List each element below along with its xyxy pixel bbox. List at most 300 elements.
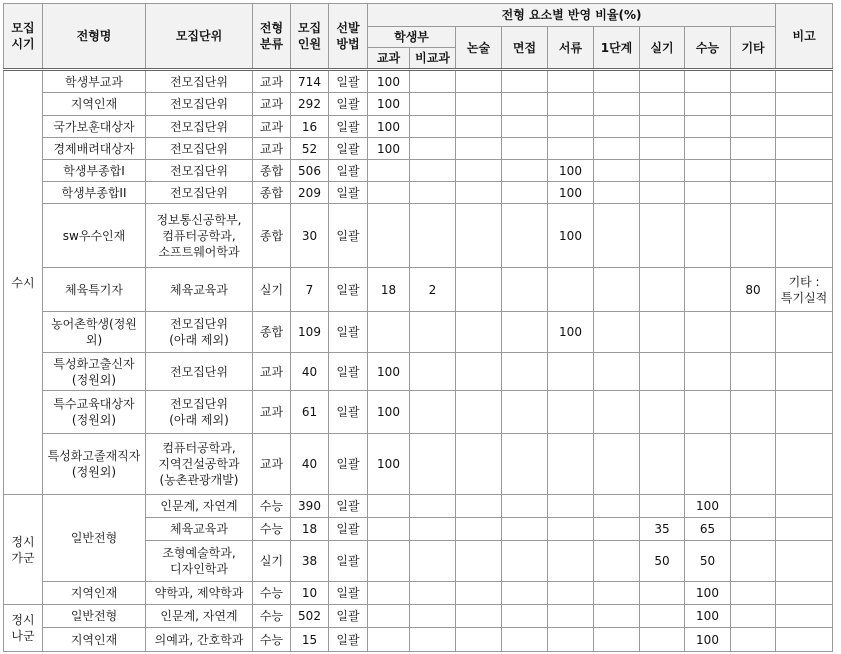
bikyogwa-cell xyxy=(410,605,456,628)
method-cell: 일괄 xyxy=(329,605,368,628)
table-row xyxy=(4,353,833,391)
nonsul-cell xyxy=(456,70,502,93)
gita-cell: 80 xyxy=(731,268,776,312)
kyogwa-cell xyxy=(368,582,410,605)
type-name-cell: 일반전형 xyxy=(43,495,146,582)
silgi-cell xyxy=(640,70,685,93)
unit-cell: 약학과, 제약학과 xyxy=(146,582,253,605)
table-body xyxy=(4,70,833,652)
myeonjeop-cell xyxy=(502,628,548,652)
silgi-cell xyxy=(640,204,685,268)
note-cell xyxy=(776,628,833,652)
note-cell xyxy=(776,391,833,434)
bikyogwa-cell xyxy=(410,312,456,353)
unit-cell: 인문계, 자연계 xyxy=(146,605,253,628)
silgi-cell xyxy=(640,312,685,353)
nonsul-cell xyxy=(456,93,502,116)
nonsul-cell xyxy=(456,541,502,582)
seoryu-cell xyxy=(548,268,594,312)
method-cell: 일괄 xyxy=(329,182,368,204)
category-cell: 수능 xyxy=(253,582,291,605)
gita-cell xyxy=(731,518,776,541)
header-method: 선발 방법 xyxy=(329,4,368,70)
suneung-cell xyxy=(685,160,731,182)
bikyogwa-cell xyxy=(410,391,456,434)
category-cell: 수능 xyxy=(253,518,291,541)
silgi-cell xyxy=(640,434,685,495)
type-name-cell: 지역인재 xyxy=(43,93,146,116)
gita-cell xyxy=(731,353,776,391)
gita-cell xyxy=(731,541,776,582)
method-cell: 일괄 xyxy=(329,116,368,138)
suneung-cell xyxy=(685,268,731,312)
stage1-cell xyxy=(594,204,640,268)
suneung-cell xyxy=(685,312,731,353)
unit-cell: 조형예술학과, 디자인학과 xyxy=(146,541,253,582)
quota-cell: 61 xyxy=(291,391,329,434)
note-cell xyxy=(776,495,833,518)
gita-cell xyxy=(731,628,776,652)
note-cell xyxy=(776,160,833,182)
kyogwa-cell xyxy=(368,541,410,582)
note-cell xyxy=(776,182,833,204)
myeonjeop-cell xyxy=(502,391,548,434)
myeonjeop-cell xyxy=(502,70,548,93)
suneung-cell: 100 xyxy=(685,628,731,652)
category-cell: 실기 xyxy=(253,541,291,582)
header-seoryu: 서류 xyxy=(548,27,594,70)
silgi-cell xyxy=(640,160,685,182)
type-name-cell: 경제배려대상자 xyxy=(43,138,146,160)
silgi-cell: 35 xyxy=(640,518,685,541)
note-cell xyxy=(776,605,833,628)
category-cell: 종합 xyxy=(253,312,291,353)
quota-cell: 714 xyxy=(291,70,329,93)
header-kyogwa: 교과 xyxy=(368,48,410,70)
bikyogwa-cell xyxy=(410,628,456,652)
suneung-cell xyxy=(685,353,731,391)
myeonjeop-cell xyxy=(502,605,548,628)
table-row xyxy=(4,93,833,116)
bikyogwa-cell xyxy=(410,160,456,182)
header-hakseng: 학생부 xyxy=(368,27,456,48)
header-note: 비고 xyxy=(776,4,833,70)
table-row xyxy=(4,628,833,652)
seoryu-cell xyxy=(548,605,594,628)
type-name-cell: 특성화고졸재직자 (정원외) xyxy=(43,434,146,495)
silgi-cell xyxy=(640,582,685,605)
myeonjeop-cell xyxy=(502,182,548,204)
category-cell: 교과 xyxy=(253,434,291,495)
note-cell xyxy=(776,434,833,495)
seoryu-cell xyxy=(548,541,594,582)
bikyogwa-cell xyxy=(410,495,456,518)
quota-cell: 292 xyxy=(291,93,329,116)
nonsul-cell xyxy=(456,628,502,652)
seoryu-cell xyxy=(548,495,594,518)
header-silgi: 실기 xyxy=(640,27,685,70)
type-name-cell: 학생부종합II xyxy=(43,182,146,204)
silgi-cell xyxy=(640,138,685,160)
quota-cell: 390 xyxy=(291,495,329,518)
quota-cell: 40 xyxy=(291,353,329,391)
method-cell: 일괄 xyxy=(329,138,368,160)
table-row xyxy=(4,70,833,93)
note-cell xyxy=(776,93,833,116)
quota-cell: 30 xyxy=(291,204,329,268)
type-name-cell: 특성화고출신자 (정원외) xyxy=(43,353,146,391)
stage1-cell xyxy=(594,116,640,138)
seoryu-cell xyxy=(548,518,594,541)
bikyogwa-cell xyxy=(410,434,456,495)
suneung-cell xyxy=(685,204,731,268)
unit-cell: 전모집단위 xyxy=(146,182,253,204)
category-cell: 교과 xyxy=(253,391,291,434)
gita-cell xyxy=(731,138,776,160)
silgi-cell xyxy=(640,116,685,138)
unit-cell: 전모집단위 (아래 제외) xyxy=(146,391,253,434)
stage1-cell xyxy=(594,434,640,495)
type-name-cell: 체육특기자 xyxy=(43,268,146,312)
quota-cell: 502 xyxy=(291,605,329,628)
silgi-cell xyxy=(640,353,685,391)
quota-cell: 7 xyxy=(291,268,329,312)
nonsul-cell xyxy=(456,605,502,628)
quota-cell: 52 xyxy=(291,138,329,160)
bikyogwa-cell xyxy=(410,70,456,93)
type-name-cell: 학생부교과 xyxy=(43,70,146,93)
nonsul-cell xyxy=(456,353,502,391)
nonsul-cell xyxy=(456,204,502,268)
header-myeonjeop: 면접 xyxy=(502,27,548,70)
silgi-cell xyxy=(640,93,685,116)
table-row xyxy=(4,160,833,182)
quota-cell: 109 xyxy=(291,312,329,353)
quota-cell: 10 xyxy=(291,582,329,605)
suneung-cell: 50 xyxy=(685,541,731,582)
header-stage1: 1단계 xyxy=(594,27,640,70)
table-row xyxy=(4,182,833,204)
bikyogwa-cell xyxy=(410,353,456,391)
suneung-cell: 65 xyxy=(685,518,731,541)
bikyogwa-cell xyxy=(410,116,456,138)
category-cell: 종합 xyxy=(253,182,291,204)
gita-cell xyxy=(731,204,776,268)
seoryu-cell: 100 xyxy=(548,160,594,182)
seoryu-cell xyxy=(548,434,594,495)
header-period: 모집 시기 xyxy=(4,4,43,70)
suneung-cell xyxy=(685,116,731,138)
kyogwa-cell: 100 xyxy=(368,116,410,138)
type-name-cell: 지역인재 xyxy=(43,582,146,605)
seoryu-cell xyxy=(548,70,594,93)
method-cell: 일괄 xyxy=(329,160,368,182)
category-cell: 교과 xyxy=(253,70,291,93)
method-cell: 일괄 xyxy=(329,495,368,518)
period-cell: 정시 나군 xyxy=(4,605,43,652)
suneung-cell: 100 xyxy=(685,605,731,628)
silgi-cell xyxy=(640,268,685,312)
stage1-cell xyxy=(594,628,640,652)
myeonjeop-cell xyxy=(502,495,548,518)
myeonjeop-cell xyxy=(502,518,548,541)
stage1-cell xyxy=(594,495,640,518)
category-cell: 교과 xyxy=(253,138,291,160)
myeonjeop-cell xyxy=(502,116,548,138)
seoryu-cell xyxy=(548,628,594,652)
category-cell: 종합 xyxy=(253,204,291,268)
nonsul-cell xyxy=(456,116,502,138)
unit-cell: 전모집단위 xyxy=(146,70,253,93)
stage1-cell xyxy=(594,391,640,434)
kyogwa-cell xyxy=(368,182,410,204)
stage1-cell xyxy=(594,182,640,204)
kyogwa-cell: 100 xyxy=(368,353,410,391)
nonsul-cell xyxy=(456,312,502,353)
gita-cell xyxy=(731,182,776,204)
nonsul-cell xyxy=(456,434,502,495)
bikyogwa-cell xyxy=(410,204,456,268)
nonsul-cell xyxy=(456,268,502,312)
unit-cell: 인문계, 자연계 xyxy=(146,495,253,518)
myeonjeop-cell xyxy=(502,541,548,582)
silgi-cell xyxy=(640,391,685,434)
period-cell: 정시 가군 xyxy=(4,495,43,605)
type-name-cell: 국가보훈대상자 xyxy=(43,116,146,138)
unit-cell: 전모집단위 (아래 제외) xyxy=(146,312,253,353)
stage1-cell xyxy=(594,93,640,116)
type-name-cell: 일반전형 xyxy=(43,605,146,628)
stage1-cell xyxy=(594,70,640,93)
gita-cell xyxy=(731,605,776,628)
method-cell: 일괄 xyxy=(329,518,368,541)
header-nonsul: 논술 xyxy=(456,27,502,70)
bikyogwa-cell xyxy=(410,182,456,204)
header-category: 전형 분류 xyxy=(253,4,291,70)
seoryu-cell xyxy=(548,391,594,434)
gita-cell xyxy=(731,582,776,605)
nonsul-cell xyxy=(456,160,502,182)
unit-cell: 전모집단위 xyxy=(146,93,253,116)
category-cell: 종합 xyxy=(253,160,291,182)
nonsul-cell xyxy=(456,391,502,434)
seoryu-cell xyxy=(548,93,594,116)
quota-cell: 18 xyxy=(291,518,329,541)
kyogwa-cell xyxy=(368,495,410,518)
note-cell xyxy=(776,116,833,138)
myeonjeop-cell xyxy=(502,160,548,182)
bikyogwa-cell xyxy=(410,518,456,541)
kyogwa-cell xyxy=(368,204,410,268)
table-row xyxy=(4,434,833,495)
kyogwa-cell xyxy=(368,312,410,353)
seoryu-cell xyxy=(548,116,594,138)
myeonjeop-cell xyxy=(502,204,548,268)
kyogwa-cell: 18 xyxy=(368,268,410,312)
type-name-cell: 지역인재 xyxy=(43,628,146,652)
header-unit: 모집단위 xyxy=(146,4,253,70)
category-cell: 실기 xyxy=(253,268,291,312)
stage1-cell xyxy=(594,160,640,182)
kyogwa-cell: 100 xyxy=(368,434,410,495)
nonsul-cell xyxy=(456,138,502,160)
stage1-cell xyxy=(594,541,640,582)
kyogwa-cell xyxy=(368,628,410,652)
suneung-cell xyxy=(685,138,731,160)
note-cell xyxy=(776,541,833,582)
quota-cell: 38 xyxy=(291,541,329,582)
gita-cell xyxy=(731,93,776,116)
table-row xyxy=(4,312,833,353)
note-cell xyxy=(776,204,833,268)
type-name-cell: 특수교육대상자 (정원외) xyxy=(43,391,146,434)
table-row xyxy=(4,495,833,518)
header-type-name: 전형명 xyxy=(43,4,146,70)
header-quota: 모집 인원 xyxy=(291,4,329,70)
suneung-cell xyxy=(685,182,731,204)
seoryu-cell: 100 xyxy=(548,182,594,204)
unit-cell: 전모집단위 xyxy=(146,138,253,160)
stage1-cell xyxy=(594,138,640,160)
bikyogwa-cell xyxy=(410,582,456,605)
unit-cell: 컴퓨터공학과, 지역건설공학과 (농촌관광개발) xyxy=(146,434,253,495)
note-cell xyxy=(776,353,833,391)
bikyogwa-cell: 2 xyxy=(410,268,456,312)
gita-cell xyxy=(731,70,776,93)
category-cell: 수능 xyxy=(253,628,291,652)
bikyogwa-cell xyxy=(410,541,456,582)
kyogwa-cell: 100 xyxy=(368,93,410,116)
stage1-cell xyxy=(594,312,640,353)
stage1-cell xyxy=(594,605,640,628)
category-cell: 교과 xyxy=(253,353,291,391)
stage1-cell xyxy=(594,582,640,605)
method-cell: 일괄 xyxy=(329,541,368,582)
note-cell xyxy=(776,518,833,541)
table-header xyxy=(4,4,833,70)
note-cell xyxy=(776,70,833,93)
stage1-cell xyxy=(594,268,640,312)
kyogwa-cell xyxy=(368,605,410,628)
table-row xyxy=(4,391,833,434)
category-cell: 수능 xyxy=(253,495,291,518)
unit-cell: 전모집단위 xyxy=(146,116,253,138)
gita-cell xyxy=(731,160,776,182)
table-row xyxy=(4,138,833,160)
seoryu-cell xyxy=(548,353,594,391)
kyogwa-cell: 100 xyxy=(368,138,410,160)
unit-cell: 체육교육과 xyxy=(146,518,253,541)
method-cell: 일괄 xyxy=(329,582,368,605)
kyogwa-cell: 100 xyxy=(368,391,410,434)
nonsul-cell xyxy=(456,182,502,204)
table-row xyxy=(4,582,833,605)
method-cell: 일괄 xyxy=(329,628,368,652)
note-cell xyxy=(776,138,833,160)
silgi-cell: 50 xyxy=(640,541,685,582)
stage1-cell xyxy=(594,518,640,541)
table-row xyxy=(4,116,833,138)
gita-cell xyxy=(731,391,776,434)
kyogwa-cell: 100 xyxy=(368,70,410,93)
suneung-cell: 100 xyxy=(685,495,731,518)
note-cell xyxy=(776,312,833,353)
method-cell: 일괄 xyxy=(329,353,368,391)
type-name-cell: 농어촌학생(정원외) xyxy=(43,312,146,353)
header-gita: 기타 xyxy=(731,27,776,70)
bikyogwa-cell xyxy=(410,93,456,116)
type-name-cell: sw우수인재 xyxy=(43,204,146,268)
gita-cell xyxy=(731,116,776,138)
category-cell: 교과 xyxy=(253,116,291,138)
unit-cell: 전모집단위 xyxy=(146,353,253,391)
note-cell xyxy=(776,582,833,605)
nonsul-cell xyxy=(456,518,502,541)
nonsul-cell xyxy=(456,582,502,605)
suneung-cell xyxy=(685,93,731,116)
quota-cell: 16 xyxy=(291,116,329,138)
myeonjeop-cell xyxy=(502,582,548,605)
header-suneung: 수능 xyxy=(685,27,731,70)
suneung-cell xyxy=(685,391,731,434)
silgi-cell xyxy=(640,182,685,204)
myeonjeop-cell xyxy=(502,268,548,312)
gita-cell xyxy=(731,495,776,518)
kyogwa-cell xyxy=(368,160,410,182)
myeonjeop-cell xyxy=(502,353,548,391)
unit-cell: 정보통신공학부, 컴퓨터공학과, 소프트웨어학과 xyxy=(146,204,253,268)
method-cell: 일괄 xyxy=(329,204,368,268)
method-cell: 일괄 xyxy=(329,70,368,93)
method-cell: 일괄 xyxy=(329,268,368,312)
method-cell: 일괄 xyxy=(329,391,368,434)
period-cell: 수시 xyxy=(4,70,43,495)
gita-cell xyxy=(731,312,776,353)
unit-cell: 전모집단위 xyxy=(146,160,253,182)
suneung-cell xyxy=(685,434,731,495)
suneung-cell xyxy=(685,70,731,93)
quota-cell: 209 xyxy=(291,182,329,204)
type-name-cell: 학생부종합I xyxy=(43,160,146,182)
nonsul-cell xyxy=(456,495,502,518)
table-row xyxy=(4,268,833,312)
myeonjeop-cell xyxy=(502,93,548,116)
quota-cell: 15 xyxy=(291,628,329,652)
silgi-cell xyxy=(640,495,685,518)
note-cell: 기타 : 특기실적 xyxy=(776,268,833,312)
unit-cell: 의예과, 간호학과 xyxy=(146,628,253,652)
seoryu-cell: 100 xyxy=(548,312,594,353)
seoryu-cell: 100 xyxy=(548,204,594,268)
quota-cell: 506 xyxy=(291,160,329,182)
header-ratio-group: 전형 요소별 반영 비율(%) xyxy=(368,4,776,27)
myeonjeop-cell xyxy=(502,138,548,160)
suneung-cell: 100 xyxy=(685,582,731,605)
table-row xyxy=(4,204,833,268)
header-bikyogwa: 비교과 xyxy=(410,48,456,70)
method-cell: 일괄 xyxy=(329,312,368,353)
seoryu-cell xyxy=(548,582,594,605)
method-cell: 일괄 xyxy=(329,93,368,116)
bikyogwa-cell xyxy=(410,138,456,160)
seoryu-cell xyxy=(548,138,594,160)
silgi-cell xyxy=(640,628,685,652)
gita-cell xyxy=(731,434,776,495)
silgi-cell xyxy=(640,605,685,628)
method-cell: 일괄 xyxy=(329,434,368,495)
stage1-cell xyxy=(594,353,640,391)
unit-cell: 체육교육과 xyxy=(146,268,253,312)
